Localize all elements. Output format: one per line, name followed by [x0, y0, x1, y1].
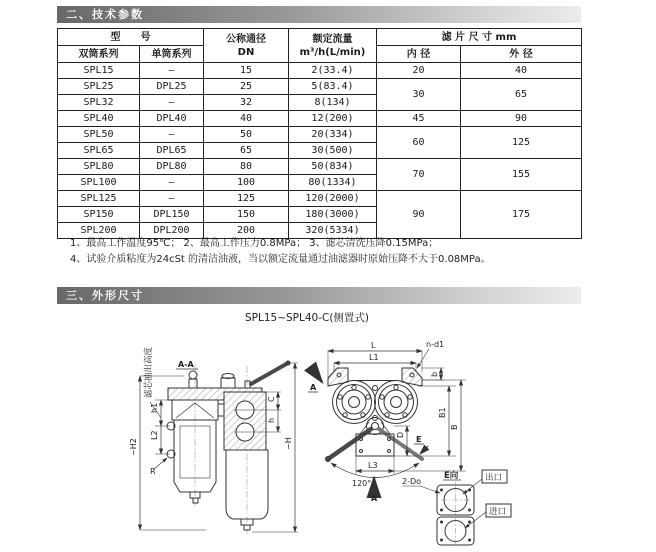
- dim-label-h1: h1: [150, 402, 159, 413]
- bolt-note-label: n-d1: [426, 340, 445, 349]
- dim-label-l1: L1: [369, 353, 379, 362]
- section-title-tech-params: 二、技术参数: [57, 6, 581, 23]
- table-row: [58, 191, 582, 207]
- table-cell: 90: [377, 191, 461, 239]
- table-cell: 30: [377, 79, 461, 111]
- extract-height-label: 滤芯抽出高度: [144, 346, 154, 398]
- dimension-drawings: [0, 332, 656, 550]
- table-cell: SPL200: [58, 223, 140, 239]
- section-aa-label: A-A: [178, 360, 194, 369]
- table-cell: 200: [204, 223, 289, 239]
- header-dn-line2: DN: [237, 46, 255, 58]
- spec-table: [57, 28, 582, 239]
- table-cell: 125: [204, 191, 289, 207]
- view-e-title: E向: [444, 471, 459, 481]
- table-cell: 65: [461, 79, 582, 111]
- table-cell: 120(2000): [289, 191, 377, 207]
- table-cell: 50: [204, 127, 289, 143]
- table-cell: SPL65: [58, 143, 140, 159]
- header-flow-line2: m³/h(L/min): [299, 46, 366, 58]
- dim-label-h-total: ~H: [284, 437, 293, 450]
- header-flow-line1: 额定流量: [312, 33, 353, 45]
- dim-label-d: D: [396, 431, 405, 438]
- dim-label-b-big: B: [450, 424, 459, 430]
- header-disc-size: 滤 片 尺 寸 mm: [377, 29, 582, 46]
- table-cell: –: [140, 63, 204, 79]
- section-a-left-label: A: [310, 383, 317, 392]
- table-cell: –: [140, 95, 204, 111]
- table-cell: 45: [377, 111, 461, 127]
- table-cell: SPL100: [58, 175, 140, 191]
- dim-label-h-small: h: [267, 417, 276, 423]
- table-cell: 150: [204, 207, 289, 223]
- table-cell: 125: [461, 127, 582, 159]
- note-line-2: 4、试验介质粘度为24cSt 的清洁油液，当以额定流量通过油滤器时原始压降不大于0.08MPa。: [70, 254, 491, 265]
- table-row: [58, 111, 582, 127]
- outlet-label: 出口: [485, 473, 503, 483]
- table-cell: 2(33.4): [289, 63, 377, 79]
- table-cell: 50(834): [289, 159, 377, 175]
- inlet-label: 进口: [489, 507, 507, 517]
- table-cell: DPL65: [140, 143, 204, 159]
- table-cell: –: [140, 127, 204, 143]
- dim-label-l: L: [371, 341, 376, 350]
- header-inner-dia: 内 径: [377, 46, 461, 63]
- holes-note-label: 2-Do: [402, 477, 422, 486]
- table-header-row-1: [58, 29, 582, 46]
- table-cell: 15: [204, 63, 289, 79]
- dim-label-b-small: b: [430, 371, 439, 377]
- dim-label-b1: B1: [438, 407, 447, 418]
- table-cell: 8(134): [289, 95, 377, 111]
- table-cell: SP150: [58, 207, 140, 223]
- header-outer-dia: 外 径: [461, 46, 582, 63]
- table-cell: SPL40: [58, 111, 140, 127]
- table-row: [58, 127, 582, 143]
- angle-label: 120°: [352, 479, 372, 488]
- table-cell: DPL200: [140, 223, 204, 239]
- table-cell: DPL40: [140, 111, 204, 127]
- table-cell: 180(3000): [289, 207, 377, 223]
- table-cell: DPL80: [140, 159, 204, 175]
- table-cell: 40: [204, 111, 289, 127]
- header-dn-line1: 公称通径: [226, 33, 266, 45]
- table-cell: –: [140, 175, 204, 191]
- table-row: [58, 79, 582, 95]
- header-dn: [204, 29, 289, 63]
- table-cell: 5(83.4): [289, 79, 377, 95]
- section-title-dimensions: 三、外形尺寸: [57, 287, 581, 304]
- header-simplex: 单筒系列: [140, 46, 204, 63]
- table-cell: 90: [461, 111, 582, 127]
- header-flow: [289, 29, 377, 63]
- table-cell: 100: [204, 175, 289, 191]
- changeover-handle: [251, 363, 288, 384]
- table-cell: 60: [377, 127, 461, 159]
- note-line-1: 1、最高工作温度95℃； 2、最高工作压力0.8MPa； 3、滤芯清洗压降0.15MPa；: [70, 238, 439, 249]
- table-cell: 80(1334): [289, 175, 377, 191]
- table-cell: SPL25: [58, 79, 140, 95]
- dim-label-l2: L2: [150, 430, 159, 440]
- table-cell: SPL80: [58, 159, 140, 175]
- table-cell: SPL125: [58, 191, 140, 207]
- table-cell: DPL25: [140, 79, 204, 95]
- table-row: [58, 63, 582, 79]
- table-cell: 25: [204, 79, 289, 95]
- dim-label-l3: L3: [368, 461, 378, 470]
- table-cell: 65: [204, 143, 289, 159]
- table-row: [58, 159, 582, 175]
- header-model: 型 号: [58, 29, 204, 46]
- table-cell: SPL50: [58, 127, 140, 143]
- dim-label-h2: ~H2: [129, 438, 138, 456]
- table-cell: 32: [204, 95, 289, 111]
- table-cell: 320(5334): [289, 223, 377, 239]
- table-cell: SPL32: [58, 95, 140, 111]
- drawing-caption: SPL15~SPL40-C(侧置式): [244, 312, 370, 324]
- table-cell: 175: [461, 191, 582, 239]
- dim-label-c: C: [267, 396, 276, 402]
- table-cell: 40: [461, 63, 582, 79]
- table-cell: 30(500): [289, 143, 377, 159]
- section-a-bottom-label: A: [371, 494, 378, 503]
- table-cell: 70: [377, 159, 461, 191]
- table-cell: 20(334): [289, 127, 377, 143]
- table-cell: 12(200): [289, 111, 377, 127]
- table-cell: –: [140, 191, 204, 207]
- table-cell: 80: [204, 159, 289, 175]
- top-view-drawing: [308, 340, 466, 503]
- view-e-detail: [402, 470, 511, 548]
- view-e-arrow-label: E: [416, 435, 422, 444]
- front-view-drawing: [129, 346, 298, 534]
- table-cell: SPL15: [58, 63, 140, 79]
- table-cell: DPL150: [140, 207, 204, 223]
- table-cell: 20: [377, 63, 461, 79]
- header-duplex: 双筒系列: [58, 46, 140, 63]
- dim-label-r: R: [150, 467, 156, 476]
- table-cell: 155: [461, 159, 582, 191]
